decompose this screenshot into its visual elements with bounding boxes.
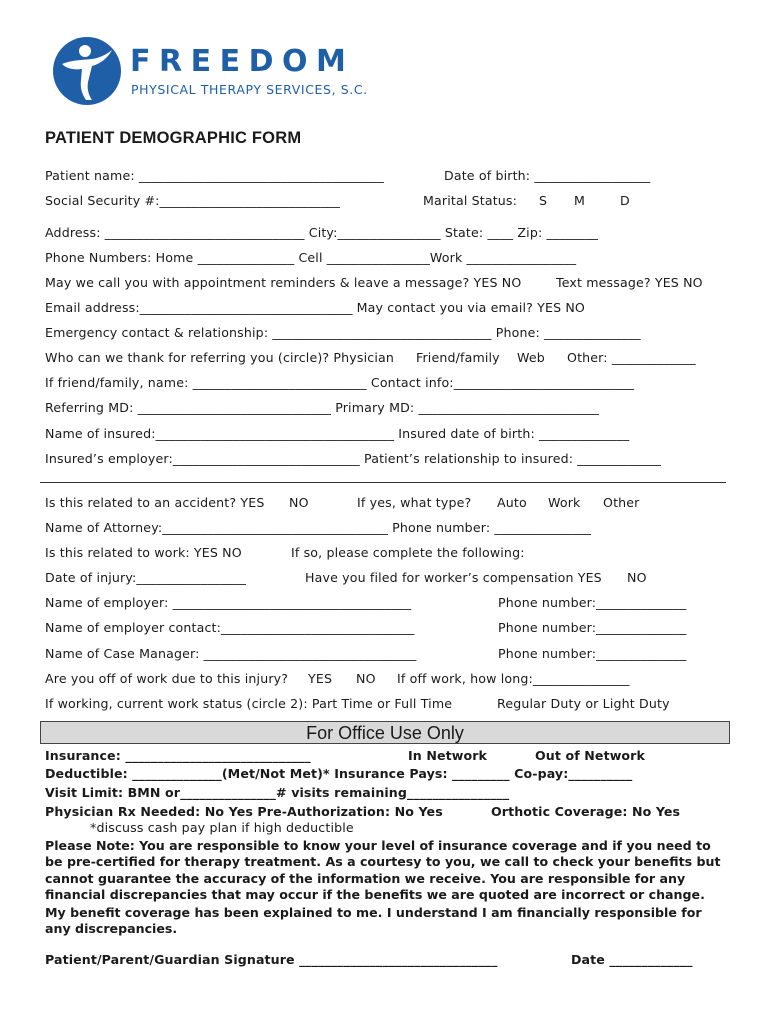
work-status-duty-options[interactable]: Regular Duty or Light Duty xyxy=(497,696,670,711)
marital-option-s[interactable]: S xyxy=(539,193,548,208)
referral-option-other[interactable]: Other: _____________ xyxy=(567,350,696,365)
office-use-header xyxy=(40,721,730,744)
work-related-question[interactable]: Is this related to work: YES NO xyxy=(45,545,242,560)
signature-date-field[interactable]: Date _____________ xyxy=(571,952,693,967)
section-divider xyxy=(40,482,726,483)
case-manager-field[interactable]: Name of Case Manager: _________________________________ xyxy=(45,646,417,661)
accident-type-auto[interactable]: Auto xyxy=(497,495,527,510)
in-network-option[interactable]: In Network xyxy=(408,748,488,763)
emergency-contact-line[interactable]: Emergency contact & relationship: __________________________________ Phone: _______________ xyxy=(45,325,641,340)
deductible-line[interactable]: Deductible: ______________(Met/Not Met)* Insurance Pays: _________ Co-pay:__________ xyxy=(45,766,633,781)
brand-subtitle: PHYSICAL THERAPY SERVICES, S.C. xyxy=(131,82,368,97)
marital-status-label: Marital Status: xyxy=(423,193,518,208)
insurance-field[interactable]: Insurance: _____________________________ xyxy=(45,748,311,763)
patient-name-field[interactable]: Patient name: ______________________________________ xyxy=(45,168,384,183)
runner-figure-icon xyxy=(52,36,122,106)
accident-question[interactable]: Is this related to an accident? YES xyxy=(45,495,265,510)
referral-option-friend[interactable]: Friend/family xyxy=(416,350,500,365)
accident-type-other[interactable]: Other xyxy=(603,495,640,510)
signature-field[interactable]: Patient/Parent/Guardian Signature _______________________________ xyxy=(45,952,498,967)
company-logo xyxy=(52,36,122,106)
address-line[interactable]: Address: _______________________________ City:________________ State: ____ Zip: ________ xyxy=(45,225,599,240)
email-line[interactable]: Email address:_________________________________ May contact you via email? YES NO xyxy=(45,300,585,315)
off-work-duration-field[interactable]: If off work, how long:_______________ xyxy=(397,671,630,686)
accident-no-option[interactable]: NO xyxy=(289,495,309,510)
marital-option-m[interactable]: M xyxy=(574,193,586,208)
work-related-instruction: If so, please complete the following: xyxy=(291,545,525,560)
insurance-notice: Please Note: You are responsible to know your level of insurance coverage and if you need to be pre-certified for therapy treatment. As a courtesy to you, we call to check your benefits but cannot guarantee the accuracy of the information we receive. You are responsible for any financial discrepancies that may occur if the benefits we are quoted are incorrect or change. xyxy=(45,838,721,902)
visit-limit-line[interactable]: Visit Limit: BMN or_______________# visits remaining________________ xyxy=(45,785,510,800)
cash-pay-note: *discuss cash pay plan if high deductible xyxy=(90,820,354,835)
insured-employer-line[interactable]: Insured’s employer:_____________________________ Patient’s relationship to insured: _____________ xyxy=(45,451,662,466)
insured-name-line[interactable]: Name of insured:_____________________________________ Insured date of birth: ______________ xyxy=(45,426,630,441)
referring-md-line[interactable]: Referring MD: ______________________________ Primary MD: ____________________________ xyxy=(45,400,599,415)
accident-type-work[interactable]: Work xyxy=(548,495,581,510)
employer-name-field[interactable]: Name of employer: _____________________________________ xyxy=(45,595,412,610)
accident-type-label: If yes, what type? xyxy=(357,495,472,510)
out-of-network-option[interactable]: Out of Network xyxy=(535,748,645,763)
employer-contact-phone-field[interactable]: Phone number:______________ xyxy=(498,620,687,635)
marital-option-d[interactable]: D xyxy=(620,193,630,208)
work-status-question[interactable]: If working, current work status (circle 2): Part Time or Full Time xyxy=(45,696,453,711)
employer-contact-field[interactable]: Name of employer contact:______________________________ xyxy=(45,620,415,635)
office-use-title: For Office Use Only xyxy=(306,723,464,743)
friend-family-line[interactable]: If friend/family, name: ___________________________ Contact info:____________________________ xyxy=(45,375,635,390)
off-work-yes-option[interactable]: YES xyxy=(308,671,333,686)
off-work-no-option[interactable]: NO xyxy=(356,671,376,686)
ssn-field[interactable]: Social Security #:____________________________ xyxy=(45,193,341,208)
brand-name: FREEDOM xyxy=(130,44,355,79)
phone-numbers-line[interactable]: Phone Numbers: Home _______________ Cell ________________Work _________________ xyxy=(45,250,577,265)
text-message-question[interactable]: Text message? YES NO xyxy=(556,275,703,290)
workers-comp-no-option[interactable]: NO xyxy=(627,570,647,585)
employer-phone-field[interactable]: Phone number:______________ xyxy=(498,595,687,610)
physician-rx-line[interactable]: Physician Rx Needed: No Yes Pre-Authorization: No Yes xyxy=(45,804,443,819)
workers-comp-question[interactable]: Have you filed for worker’s compensation YES xyxy=(305,570,602,585)
off-work-question: Are you off of work due to this injury? xyxy=(45,671,289,686)
referral-option-web[interactable]: Web xyxy=(517,350,545,365)
coverage-acknowledgement: My benefit coverage has been explained to me. I understand I am financially responsible for any discrepancies. xyxy=(45,905,702,937)
orthotic-coverage-line[interactable]: Orthotic Coverage: No Yes xyxy=(491,804,681,819)
attorney-line[interactable]: Name of Attorney:___________________________________ Phone number: _______________ xyxy=(45,520,592,535)
date-of-injury-field[interactable]: Date of injury:_________________ xyxy=(45,570,247,585)
date-of-birth-field[interactable]: Date of birth: __________________ xyxy=(444,168,651,183)
case-manager-phone-field[interactable]: Phone number:______________ xyxy=(498,646,687,661)
appointment-reminder-question[interactable]: May we call you with appointment reminders & leave a message? YES NO xyxy=(45,275,522,290)
referral-question[interactable]: Who can we thank for referring you (circle)? Physician xyxy=(45,350,394,365)
form-title: PATIENT DEMOGRAPHIC FORM xyxy=(45,129,302,147)
